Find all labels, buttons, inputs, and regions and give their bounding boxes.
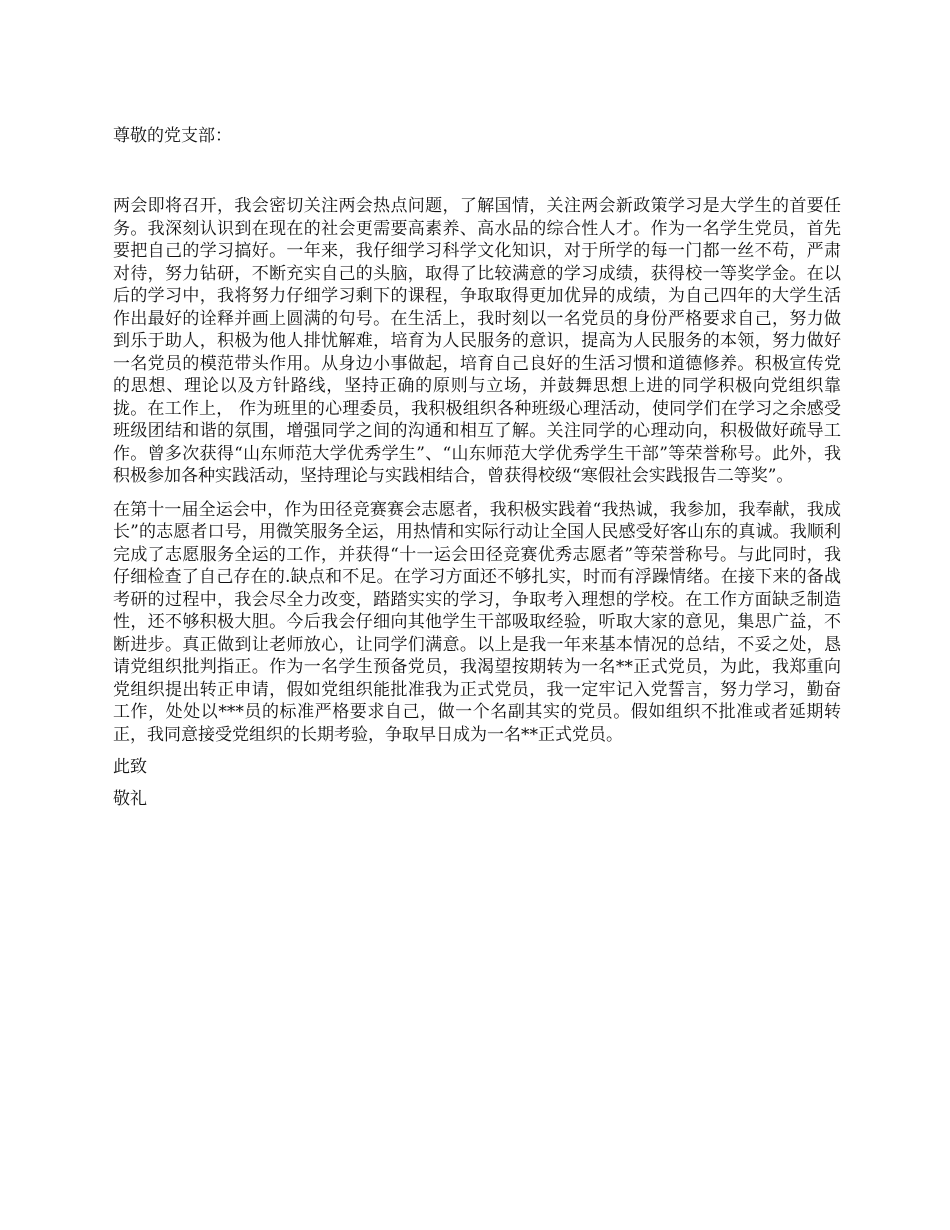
letter-closing-ci-zhi: 此致 <box>113 757 147 777</box>
letter-document <box>113 125 841 810</box>
letter-paragraph-1: 两会即将召开，我会密切关注两会热点问题，了解国情，关注两会新政策学习是大学生的首要任务。我深刻认识到在现在的社会更需要高素养、高水品的综合性人才。作为一名学生党员，首先要把自己的学习搞好。一年来，我仔细学习科学文化知识，对于所学的每一门都一丝不苟，严肃对待，努力钻研，不断充实自己的头脑，取得了比较满意的学习成绩，获得校一等奖学金。在以后的学习中，我将努力仔细学习剩下的课程，争取取得更加优异的成绩，为自己四年的大学生活作出最好的诠释并画上圆满的句号。在生活上，我时刻以一名党员的身份严格要求自己，努力做到乐于助人，积极为他人排忧解难，培育为人民服务的意识，提高为人民服务的本领，努力做好一名党员的模范带头作用。从身边小事做起，培育自己良好的生活习惯和道德修养。积极宣传党的思想、理论以及方针路线，坚持正确的原则与立场，并鼓舞思想上进的同学积极向党组织靠拢。在工作上， 作为班里的心理委员，我积极组织各种班级心理活动，使同学们在学习之余感受班级团结和谐的氛围，增强同学之间的沟通和相互了解。关注同学的心理动向，积极做好疏导工作。曾多次获得“山东师范大学优秀学生”、“山东师范大学优秀学生干部”等荣誉称号。此外，我积极参加各种实践活动，坚持理论与实践相结合，曾获得校级“寒假社会实践报告二等奖”。 <box>113 196 841 486</box>
letter-paragraph-2: 在第十一届全运会中，作为田径竞赛赛会志愿者，我积极实践着“我热诚，我参加，我奉献，我成长”的志愿者口号，用微笑服务全运，用热情和实际行动让全国人民感受好客山东的真诚。我顺利完成了志愿服务全运的工作，并获得“十一运会田径竞赛优秀志愿者”等荣誉称号。与此同时，我仔细检查了自己存在的.缺点和不足。在学习方面还不够扎实，时而有浮躁情绪。在接下来的备战考研的过程中，我会尽全力改变，踏踏实实的学习，争取考入理想的学校。在工作方面缺乏制造性，还不够积极大胆。今后我会仔细向其他学生干部吸取经验，听取大家的意见，集思广益，不断进步。真正做到让老师放心，让同学们满意。以上是我一年来基本情况的总结，不妥之处，恳请党组织批判指正。作为一名学生预备党员，我渴望按期转为一名**正式党员，为此，我郑重向党组织提出转正申请，假如党组织能批准我为正式党员，我一定牢记入党誓言，努力学习，勤奋工作，处处以***员的标准严格要求自己，做一个名副其实的党员。假如组织不批准或者延期转正，我同意接受党组织的长期考验，争取早日成为一名**正式党员。 <box>113 499 841 745</box>
letter-closing-jing-li: 敬礼 <box>113 789 147 809</box>
letter-salutation: 尊敬的党支部： <box>113 126 232 146</box>
